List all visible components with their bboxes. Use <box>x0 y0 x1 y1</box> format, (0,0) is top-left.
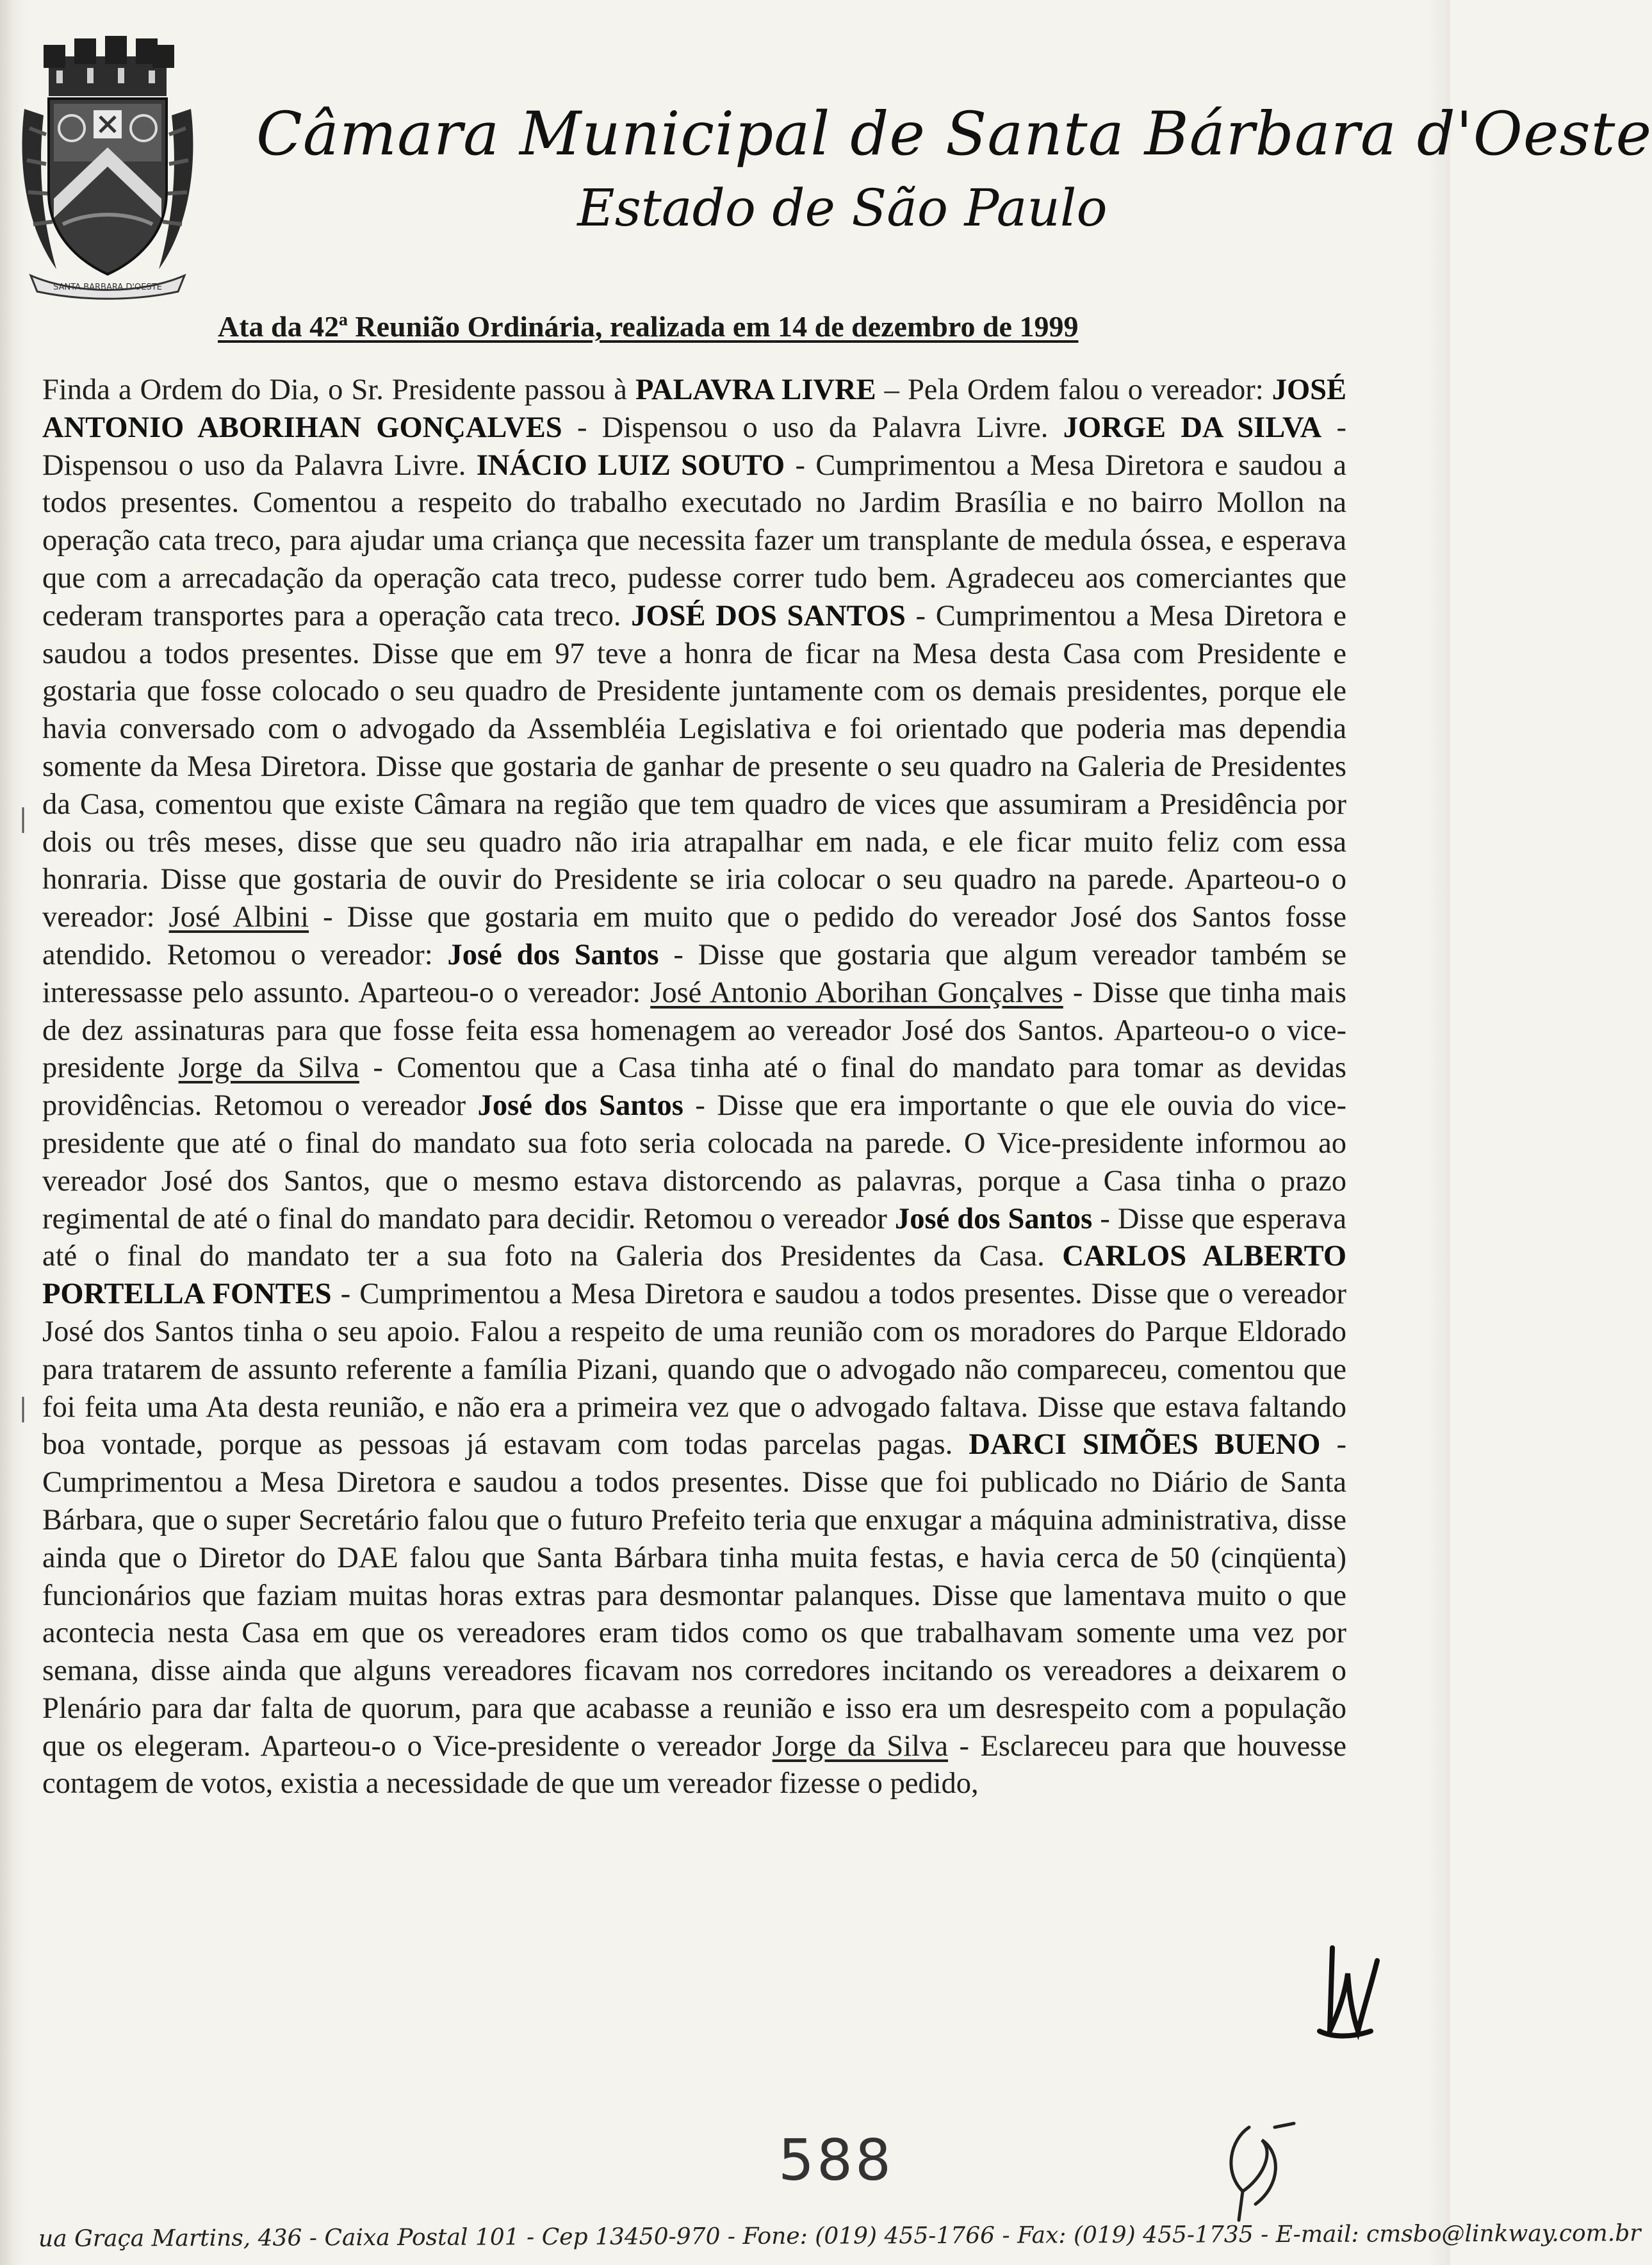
body-text-segment: - Dispensou o uso da Palavra Livre. <box>562 411 1063 444</box>
body-text-segment: - Cumprimentou a Mesa Diretora e saudou a todos presentes. Disse que em 97 teve a honra de ficar na Mesa desta Casa com Presidente e gostaria que fosse colocado o seu quadro de Presidente juntamente com os demais presidentes, porque ele havia conversado com o advogado da Assembléia Legislativa e foi orientado que poderia mas dependia somente da Mesa Diretora. Disse que gostaria de ganhar de presente o seu quadro na Galeria de Presidentes da Casa, comentou que existe Câmara na região que tem quadro de vices que assumiram a Presidência por dois ou três meses, disse que seu quadro não iria atrapalhar em nada, e ele ficar muito feliz com essa honraria. Disse que gostaria de ouvir do Presidente se iria colocar o seu quadro na parede. Aparteou-o o vereador: <box>42 599 1347 934</box>
speaker-name: JORGE DA SILVA <box>1063 411 1322 444</box>
aparte-name: José Albini <box>168 901 309 934</box>
body-text-segment: - Disse que gostaria em muito que o pedido do vereador José dos Santos fosse atendido. Retomou o vereador: <box>42 901 1347 971</box>
letterhead-title: Câmara Municipal de Santa Bárbara d'Oeste <box>256 99 1652 169</box>
margin-marks <box>18 807 31 1448</box>
coat-of-arms-icon <box>18 32 197 301</box>
letterhead-subtitle: Estado de São Paulo <box>577 178 1108 238</box>
body-text-segment: Finda a Ordem do Dia, o Sr. Presidente passou à <box>42 374 635 406</box>
body-text-segment: - Esclareceu para que houvesse contagem de votos, existia a necessidade de que um vereador fizesse o pedido, <box>42 1729 1347 1800</box>
speaker-name: CARLOS ALBERTO PORTELLA FONTES <box>42 1240 1346 1311</box>
body-text-segment: - Cumprimentou a Mesa Diretora e saudou a todos presentes. Disse que o vereador José dos Santos tinha o seu apoio. Falou a respeito de uma reunião com os moradores do Parque Eldorado para tratarem de assunto referente a família Pizani, quando que o advogado não compareceu, comentou que foi feita uma Ata desta reunião, e não era a primeira vez que o advogado faltava. Disse que estava faltando boa vontade, porque as pessoas já estavam com todas parcelas pagas. <box>42 1278 1347 1462</box>
body-text-segment: – Pela Ordem falou o vereador: <box>876 374 1272 406</box>
speaker-name: José dos Santos <box>894 1202 1093 1235</box>
speaker-name: DARCI SIMÕES BUENO <box>969 1428 1321 1462</box>
body-text-segment: - Disse que esperava até o final do mandato ter a sua foto na Galeria dos Presidentes da Casa. <box>42 1202 1347 1273</box>
body-text-segment: - Disse que era importante o que ele ouvia do vice-presidente que até o final do mandato sua foto seria colocada na parede. O Vice-presidente informou ao vereador José dos Santos, que o mesmo estava distorcendo as palavras, porque a Casa tinha o prazo regimental de até o final do mandato para decidir. Retomou o vereador <box>42 1089 1347 1235</box>
speaker-name: José dos Santos <box>477 1089 683 1123</box>
body-text-segment: - Disse que gostaria que algum vereador também se interessasse pelo assunto. Aparteou-o o vereador: <box>42 938 1346 1009</box>
body-text-segment: - Cumprimentou a Mesa Diretora e saudou a todos presentes. Comentou a respeito do trabalho executado no Jardim Brasília e no bairro Mollon na operação cata treco, para ajudar uma criança que necessita fazer um transplante de medula óssea, e esperava que com a arrecadação da operação cata treco, pudesse correr tudo bem. Agradeceu aos comerciantes que cederam transportes para a operação cata treco. <box>42 449 1346 632</box>
body-text-segment: - Dispensou o uso da Palavra Livre. <box>42 411 1347 482</box>
body-text-segment: - Comentou que a Casa tinha até o final do mandato para tomar as devidas providências. Retomou o vereador <box>42 1051 1347 1123</box>
speaker-name: José dos Santos <box>447 938 659 971</box>
document-body <box>42 372 1346 1803</box>
letterhead <box>256 96 1652 243</box>
svg-text:SANTA BARBARA D'OESTE: SANTA BARBARA D'OESTE <box>53 283 162 292</box>
aparte-name: José Antonio Aborihan Gonçalves <box>650 976 1063 1009</box>
signature-initials-icon <box>1307 1935 1390 2063</box>
speaker-name: INÁCIO LUIZ SOUTO <box>476 449 785 482</box>
aparte-name: Jorge da Silva <box>772 1729 948 1763</box>
speaker-name: PALAVRA LIVRE <box>635 374 876 406</box>
footer-address: ua Graça Martins, 436 - Caixa Postal 101 - Cep 13450-970 - Fone: (019) 455-1766 - Fax: (019) 455-1735 - E-mail: cmsbo@linkway.com.br <box>38 2220 1641 2252</box>
signature-initials-icon <box>1204 2114 1300 2223</box>
body-text-segment: - Cumprimentou a Mesa Diretora e saudou a todos presentes. Disse que foi publicado no Diário de Santa Bárbara, que o super Secretário falou que o futuro Prefeito teria que enxugar a máquina administrativa, disse ainda que o Diretor do DAE falou que Santa Bárbara tinha muita festas, e havia cerca de 50 (cinqüenta) funcionários que faziam muitas horas extras para desmontar palanques. Disse que lamentava muito o que acontecia nesta Casa em que os vereadores eram tidos como os que trabalhavam somente uma vez por semana, disse ainda que alguns vereadores ficavam nos corredores incitando os vereadores a deixarem o Plenário para dar falta de quorum, para que acabasse a reunião e isso era um desrespeito com a população que os elegeram. Aparteou-o o Vice-presidente o vereador <box>42 1428 1347 1763</box>
speaker-name: JOSÉ DOS SANTOS <box>631 599 906 632</box>
page-number: 588 <box>778 2127 894 2193</box>
aparte-name: Jorge da Silva <box>178 1051 359 1085</box>
document-title: Ata da 42ª Reunião Ordinária, realizada em 14 de dezembro de 1999 <box>218 310 1079 343</box>
body-text-segment: - Disse que tinha mais de dez assinaturas para que fosse feita essa homenagem ao vereador José dos Santos. Aparteou-o o vice-presidente <box>42 976 1346 1085</box>
speaker-name: JOSÉ ANTONIO ABORIHAN GONÇALVES <box>42 374 1346 444</box>
